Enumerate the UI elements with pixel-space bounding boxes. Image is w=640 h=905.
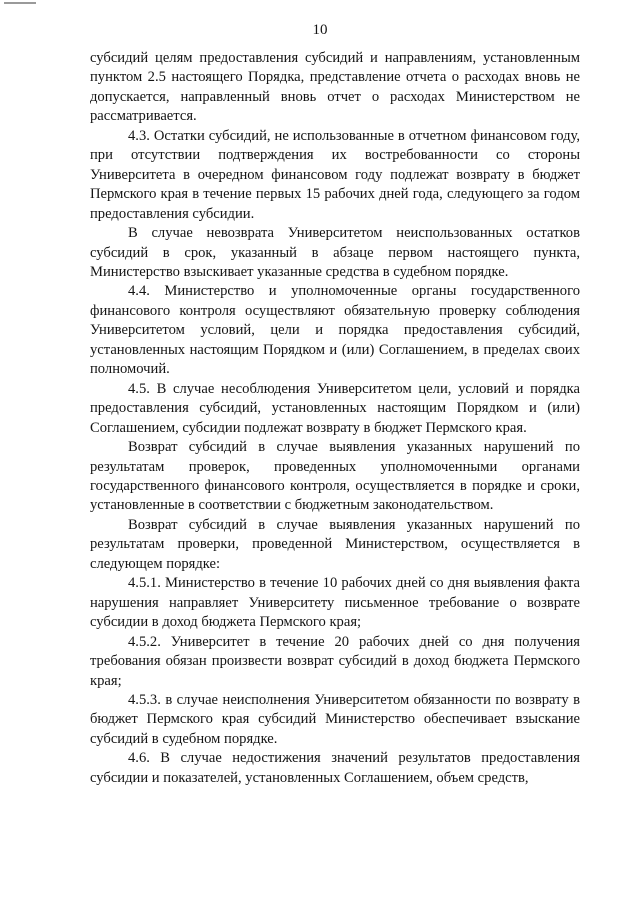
page-number: 10 <box>312 22 328 38</box>
paragraph-4-5: 4.5. В случае несоблюдения Университетом цели, условий и порядка предоставления субсидий, установленных настоящим Порядком и (или) Соглашением, субсидии подлежат возврату в бюджет Пермского края. <box>90 380 580 436</box>
paragraph-4-3-refund-failure: В случае невозврата Университетом неиспользованных остатков субсидий в срок, указанный в абзаце первом настоящего пункта, Министерство взыскивает указанные средства в судебном порядке. <box>90 225 580 280</box>
document-body <box>90 49 580 788</box>
paragraph-4-6: 4.6. В случае недостижения значений результатов предоставления субсидии и показателей, установленных Соглашением, объем средств, <box>90 750 580 786</box>
paragraph-4-5-2: 4.5.2. Университет в течение 20 рабочих дней со дня получения требования обязан произвести возврат субсидий в доход бюджета Пермского края; <box>90 633 580 689</box>
paragraph-4-5-1: 4.5.1. Министерство в течение 10 рабочих дней со дня выявления факта нарушения направляет Университету письменное требование о возврате субсидии в доход бюджета Пермского края; <box>90 575 580 631</box>
paragraph-4-4: 4.4. Министерство и уполномоченные органы государственного финансового контроля осуществляют обязательную проверку соблюдения Университетом условий, цели и порядка предоставления субсидий, установленных настоящим Порядком и (или) Соглашением, в пределах своих полномочий. <box>90 283 580 378</box>
paragraph-4-3: 4.3. Остатки субсидий, не использованные в отчетном финансовом году, при отсутствии подтверждения их востребованности со стороны Университета в очередном финансовом году подлежат возврату в бюджет Пермского края в течение первых 15 рабочих дней года, следующего за годом предоставления субсидии. <box>90 127 580 222</box>
paragraph-4-5-ministry-return: Возврат субсидий в случае выявления указанных нарушений по результатам проверки, проведенной Министерством, осуществляется в следующем порядке: <box>90 516 580 572</box>
paragraph-continuation: субсидий целям предоставления субсидий и направлениям, установленным пунктом 2.5 настоящего Порядка, представление отчета о расходах вновь не допускается, направленный вновь отчет о расходах Министерством не рассматривается. <box>90 50 580 125</box>
scan-corner-mark <box>4 2 36 4</box>
paragraph-4-5-3: 4.5.3. в случае неисполнения Университетом обязанности по возврату в бюджет Пермского края субсидий Министерство обеспечивает взыскание субсидий в судебном порядке. <box>90 691 580 747</box>
paragraph-4-5-audit-return: Возврат субсидий в случае выявления указанных нарушений по результатам проверок, проведенных уполномоченными органами государственного финансового контроля, осуществляется в порядке и сроки, установленные в соответствии с бюджетным законодательством. <box>90 439 580 514</box>
